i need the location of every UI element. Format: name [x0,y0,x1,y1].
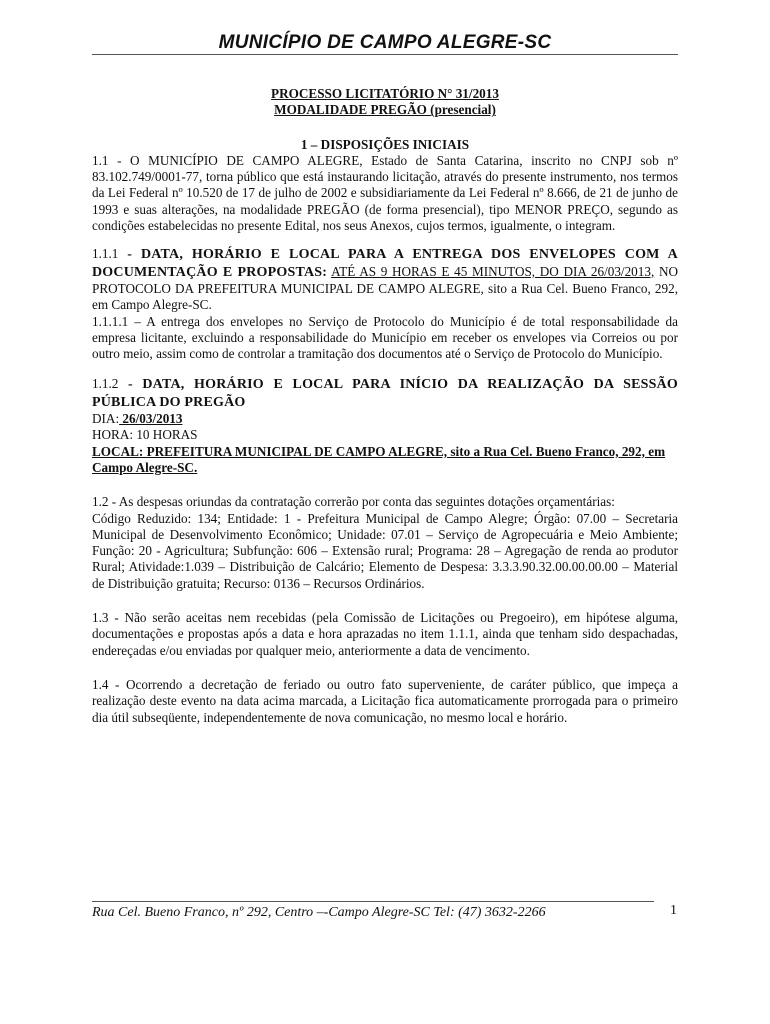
paragraph-1-1-1-heading: - DATA, HORÁRIO E LOCAL PARA A ENTREGA DOS ENVELOPES COM A DOCUMENTAÇÃO E PROPOSTAS: [92,247,678,280]
modality-title: MODALIDADE PREGÃO (presencial) [274,102,496,118]
footer-address: Rua Cel. Bueno Franco, nº 292, Centro –-Campo Alegre-SC Tel: (47) 3632-2266 [92,905,546,920]
page-number: 1 [670,903,677,918]
header-title: MUNICÍPIO DE CAMPO ALEGRE-SC [218,32,552,53]
paragraph-1-1-1 [92,246,678,313]
process-title: PROCESSO LICITATÓRIO N° 31/2013 [271,86,499,101]
paragraph-1-1-1-rest: NO PROTOCOLO DA PREFEITURA MUNICIPAL DE CAMPO ALEGRE, sito a Rua Cel. Bueno Franco, 292, em Campo Alegre-SC. [92,263,678,313]
paragraph-1-4: 1.4 - Ocorrendo a decretação de feriado ou outro fato superveniente, de caráter público, que impeça a realização deste evento na data acima marcada, a Licitação fica automaticamente prorrogada para o primeiro dia útil subseqüente, independentemente de nova comunicação, no mesmo local e horário. [92,676,678,725]
paragraph-1-2-details: Código Reduzido: 134; Entidade: 1 - Prefeitura Municipal de Campo Alegre; Órgão: 07.00 – Secretaria Municipal de Desenvolvimento Econômico; Unidade: 07.01 – Serviço de Agropecuária e Meio Ambiente; Função: 20 - Agricultura; Subfunção: 606 – Extensão rural; Programa: 28 – Agregação de renda ao produtor Rural; Atividade:1.039 – Distribuição de Calcário; Elemento de Despesa: 3.3.3.90.32.00.00.00.00 – Material de Distribuição gratuita; Recurso: 0136 – Recursos Ordinários. [92,510,678,591]
paragraph-1-1-2-number: 1.1.2 [92,376,119,392]
paragraph-1-1: 1.1 - O MUNICÍPIO DE CAMPO ALEGRE, Estado de Santa Catarina, inscrito no CNPJ sob nº 83.102.749/0001-77, torna público que está instaurando licitação, através do presente instrumento, nos termos da Lei Federal nº 10.520 de 17 de julho de 2002 e subsidiariamente da Lei Federal nº 8.666, de 21 de junho de 1993 e suas alterações, na modalidade PREGÃO (de forma presencial), tipo MENOR PREÇO, segundo as condições estabelecidas no presente Edital, nos seus Anexos, cujos termos, igualmente, o integram. [92,152,678,234]
paragraph-1-3: 1.3 - Não serão aceitas nem recebidas (pela Comissão de Licitações ou Pregoeiro), em hipótese alguma, documentações e propostas após a data e hora aprazadas no item 1.1.1, ainda que tenham sido despachadas, endereçadas e/ou enviadas por qualquer meio, anteriormente a data de vencimento. [92,610,678,658]
paragraph-1-1-2-heading: - DATA, HORÁRIO E LOCAL PARA INÍCIO DA REALIZAÇÃO DA SESSÃO PÚBLICA DO PREGÃO [92,377,678,410]
section-1-heading: 1 – DISPOSIÇÕES INICIAIS [300,136,470,152]
paragraph-1-1-1-1: 1.1.1.1 – A entrega dos envelopes no Serviço de Protocolo do Município é de total responsabilidade da empresa licitante, excluindo a responsabilidade do Município em receber os envelopes via Correios ou por outro meio, assim como de controlar a tramitação dos documentos até o Serviço de Protocolo do Município. [92,313,678,362]
session-date-label: DIA: [92,411,120,427]
document-body [92,86,678,726]
footer-rule [92,901,654,902]
session-time: HORA: 10 HORAS [92,427,198,443]
session-date-value: 26/03/2013 [119,411,183,427]
paragraph-1-1-1-deadline: ATÉ AS 9 HORAS E 45 MINUTOS, DO DIA 26/03/2013, [331,263,655,279]
paragraph-1-2-intro: 1.2 - As despesas oriundas da contratação correrão por conta das seguintes dotações orçamentárias: [92,494,615,510]
session-date [92,411,678,427]
session-location: LOCAL: PREFEITURA MUNICIPAL DE CAMPO ALEGRE, sito a Rua Cel. Bueno Franco, 292, em Campo Alegre-SC. [92,443,666,475]
paragraph-1-1-2 [92,376,678,411]
paragraph-1-1-1-number: 1.1.1 [92,246,119,262]
header-rule [92,54,678,55]
